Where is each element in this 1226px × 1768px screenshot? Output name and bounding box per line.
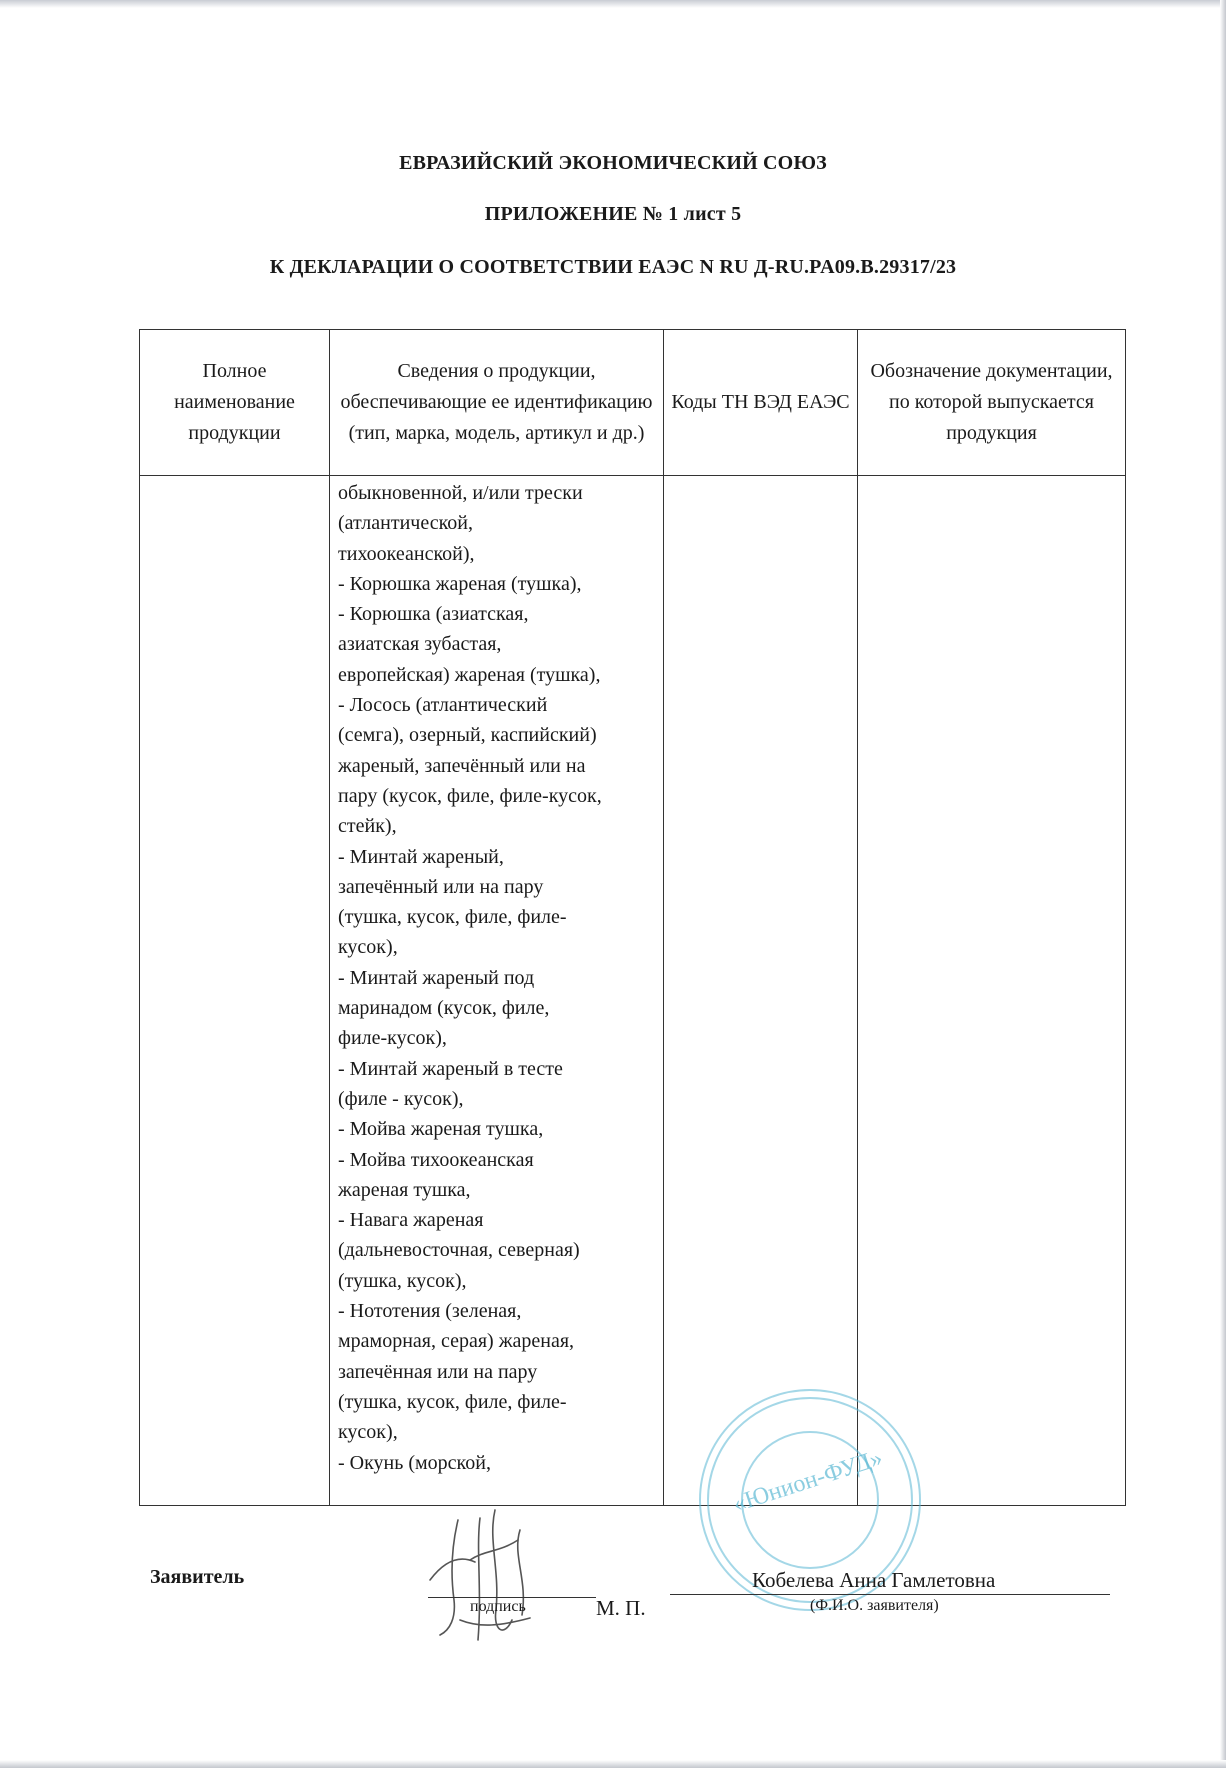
identification-line: (филе - кусок), xyxy=(338,1087,464,1110)
identification-line: - Корюшка жареная (тушка), xyxy=(338,572,582,595)
identification-line: (атлантической, xyxy=(338,512,473,535)
union-title: ЕВРАЗИЙСКИЙ ЭКОНОМИЧЕСКИЙ СОЮЗ xyxy=(399,152,827,174)
identification-line: - Окунь (морской, xyxy=(338,1451,491,1474)
identification-line: кусок), xyxy=(338,936,398,959)
identification-line: (тушка, кусок, филе, филе- xyxy=(338,1390,567,1413)
identification-line: пару (кусок, филе, филе-кусок, xyxy=(338,784,602,807)
identification-line: (тушка, кусок, филе, филе- xyxy=(338,906,567,929)
name-line xyxy=(670,1594,1110,1595)
identification-line: (семга), озерный, каспийский) xyxy=(338,724,597,747)
cell-identification xyxy=(330,476,664,1506)
applicant-label: Заявитель xyxy=(150,1566,245,1588)
identification-line: - Минтай жареный под xyxy=(338,966,535,989)
identification-line: азиатская зубастая, xyxy=(338,633,502,656)
identification-text xyxy=(330,476,663,1478)
column-header-identification: Сведения о продукции, обеспечивающие ее идентификацию (тип, марка, модель, артикул и др.) xyxy=(330,330,664,476)
column-header-documentation: Обозначение документации, по которой выпускается продукция xyxy=(858,330,1126,476)
identification-line: запечённый или на пару xyxy=(338,875,544,898)
column-header-codes: Коды ТН ВЭД ЕАЭС xyxy=(664,330,858,476)
identification-line: (тушка, кусок), xyxy=(338,1269,467,1292)
identification-line: жареная тушка, xyxy=(338,1178,471,1201)
cell-codes xyxy=(664,476,858,1506)
identification-line: - Минтай жареный в тесте xyxy=(338,1057,563,1080)
column-header-full-name: Полное наименование продукции xyxy=(140,330,330,476)
declaration-title: К ДЕКЛАРАЦИИ О СООТВЕТСТВИИ ЕАЭС N RU Д-RU.PA09.B.29317/23 xyxy=(269,256,957,278)
signature-caption: подпись xyxy=(470,1598,526,1615)
identification-line: филе-кусок), xyxy=(338,1027,447,1050)
identification-line: кусок), xyxy=(338,1421,398,1444)
scan-edge-bottom xyxy=(0,1760,1226,1768)
applicant-name: Кобелева Анна Гамлетовна xyxy=(752,1568,996,1592)
identification-line: маринадом (кусок, филе, xyxy=(338,997,550,1020)
identification-line: мраморная, серая) жареная, xyxy=(338,1330,575,1353)
identification-line: европейская) жареная (тушка), xyxy=(338,663,601,686)
identification-line: - Навага жареная xyxy=(338,1209,484,1232)
identification-line: обыкновенной, и/или трески xyxy=(338,482,583,504)
identification-line: стейк), xyxy=(338,815,397,838)
stamp-text: «Юнион-ФУД» xyxy=(729,1444,886,1518)
applicant-signature xyxy=(400,1500,600,1650)
identification-line: запечённая или на пару xyxy=(338,1360,538,1383)
identification-line: - Минтай жареный, xyxy=(338,845,504,868)
scan-edge-top xyxy=(0,0,1226,8)
identification-line: - Лосось (атлантический xyxy=(338,694,548,717)
name-caption: (Ф.И.О. заявителя) xyxy=(810,1597,939,1614)
products-table xyxy=(139,329,1126,1506)
identification-line: - Корюшка (азиатская, xyxy=(338,603,529,626)
identification-line: - Нототения (зеленая, xyxy=(338,1300,522,1323)
identification-line: тихоокеанской), xyxy=(338,542,475,565)
identification-line: - Мойва тихоокеанская xyxy=(338,1148,534,1171)
appendix-title: ПРИЛОЖЕНИЕ № 1 лист 5 xyxy=(484,203,742,225)
seal-label: М. П. xyxy=(596,1596,646,1620)
cell-documentation xyxy=(858,476,1126,1506)
table-row xyxy=(140,476,1126,1506)
table-header-row xyxy=(140,330,1126,476)
cell-full-name xyxy=(140,476,330,1506)
identification-line: жареный, запечённый или на xyxy=(338,754,586,777)
identification-line: (дальневосточная, северная) xyxy=(338,1239,580,1262)
identification-line: - Мойва жареная тушка, xyxy=(338,1118,544,1141)
